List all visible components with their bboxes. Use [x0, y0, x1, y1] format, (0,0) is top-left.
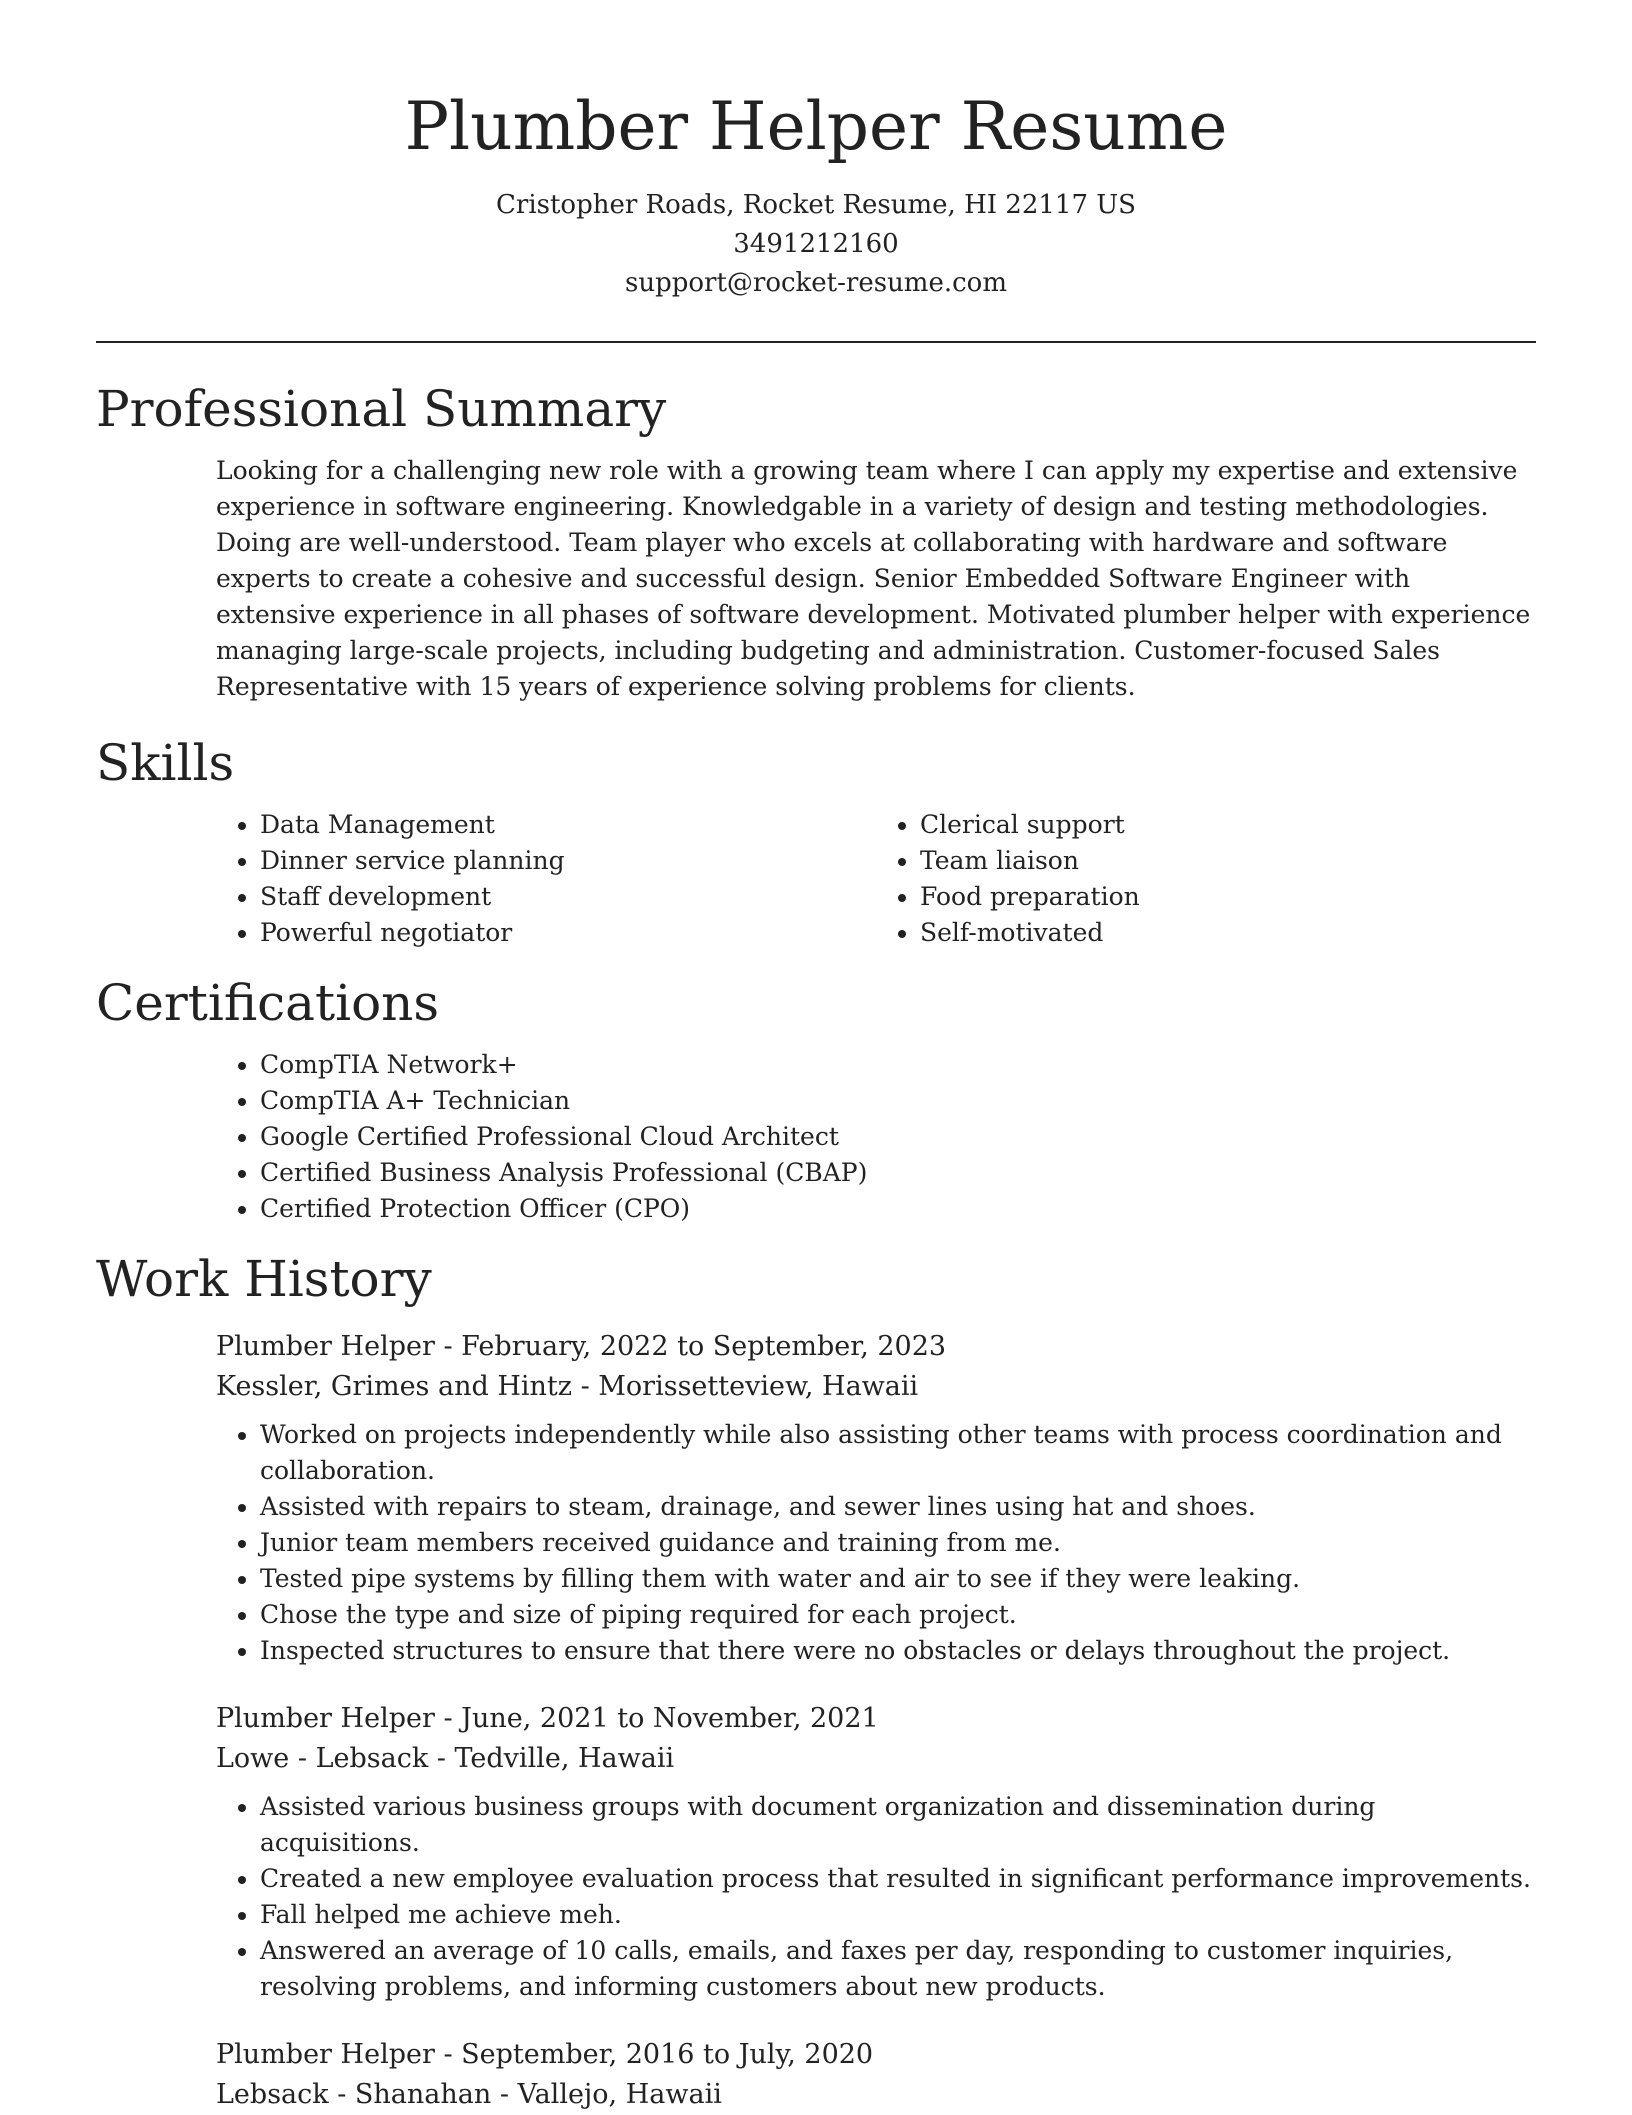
job-bullet: • Inspected structures to ensure that there were no obstacles or delays throughout the project. [260, 1633, 1536, 1669]
job-title-line: Plumber Helper - February, 2022 to September, 2023 [216, 1331, 947, 1362]
job-company-line: Kessler, Grimes and Hintz - Morissetteview, Hawaii [216, 1371, 919, 1402]
skill-item: • Dinner service planning [260, 843, 876, 879]
certification-item: • Certified Protection Officer (CPO) [260, 1191, 1536, 1227]
skill-item: • Clerical support [920, 807, 1536, 843]
job-bullet: • Assisted various business groups with document organization and dissemination during acquisitions. [260, 1789, 1536, 1861]
work-history-heading: Work History [96, 1250, 432, 1308]
skill-item: • Team liaison [920, 843, 1536, 879]
contact-email: support@rocket-resume.com [624, 268, 1007, 298]
job-bullet: • Junior team members received guidance and training from me. [260, 1525, 1536, 1561]
certification-item: • Certified Business Analysis Professional (CBAP) [260, 1155, 1536, 1191]
contact-phone: 3491212160 [733, 229, 899, 259]
work-history-section [96, 1249, 1536, 2115]
job-title: Plumber Helper [216, 1703, 435, 1734]
job-bullet: • Chose the type and size of piping required for each project. [260, 1597, 1536, 1633]
job-bullet: • Answered an average of 10 calls, emails, and faxes per day, responding to customer inquiries, resolving problems, and informing customers about new products. [260, 1933, 1536, 2005]
job-company: Kessler, Grimes and Hintz [216, 1371, 572, 1402]
job-title-line: Plumber Helper - June, 2021 to November, 2021 [216, 1703, 879, 1734]
certifications-list [216, 1047, 1536, 1227]
job-company-line: Lebsack - Shanahan - Vallejo, Hawaii [216, 2079, 722, 2110]
header-divider [96, 341, 1536, 343]
skill-item: • Data Management [260, 807, 876, 843]
skill-item: • Self-motivated [920, 915, 1536, 951]
job-bullet: • Fall helped me achieve meh. [260, 1897, 1536, 1933]
job-company: Lowe - Lebsack [216, 1743, 429, 1774]
job-company: Lebsack - Shanahan [216, 2079, 492, 2110]
summary-section [96, 379, 1536, 705]
job-title: Plumber Helper [216, 2039, 435, 2070]
job-entry [216, 1699, 1536, 2005]
skills-column-1 [216, 807, 876, 951]
certification-item: • Google Certified Professional Cloud Architect [260, 1119, 1536, 1155]
job-bullet: • Created a new employee evaluation process that resulted in significant performance improvements. [260, 1861, 1536, 1897]
job-location: Morissetteview, Hawaii [598, 1371, 919, 1402]
job-dates: February, 2022 to September, 2023 [461, 1331, 947, 1362]
job-dates: June, 2021 to November, 2021 [461, 1703, 879, 1734]
skills-section [96, 733, 1536, 951]
job-entry [216, 1327, 1536, 1669]
resume-title: Plumber Helper Resume [404, 88, 1228, 165]
job-bullets [216, 1417, 1536, 1669]
certifications-heading: Certifications [96, 974, 440, 1032]
skills-column-2 [876, 807, 1536, 951]
job-dates: September, 2016 to July, 2020 [461, 2039, 874, 2070]
resume-page [96, 0, 1536, 2115]
certification-item: • CompTIA Network+ [260, 1047, 1536, 1083]
certification-item: • CompTIA A+ Technician [260, 1083, 1536, 1119]
job-entry [216, 2035, 1536, 2115]
job-bullet: • Assisted with repairs to steam, drainage, and sewer lines using hat and shoes. [260, 1489, 1536, 1525]
job-bullet: • Worked on projects independently while also assisting other teams with process coordination and collaboration. [260, 1417, 1536, 1489]
job-location: Vallejo, Hawaii [517, 2079, 722, 2110]
job-location: Tedville, Hawaii [454, 1743, 675, 1774]
contact-info [96, 186, 1536, 303]
skills-grid [216, 807, 1536, 951]
summary-text: Looking for a challenging new role with a growing team where I can apply my expertise and extensive experience in software engineering. Knowledgable in a variety of design and testing methodologies. Doing are well-understood. Team player who excels at collaborating with hardware and software experts to create a cohesive and successful design. Senior Embedded Software Engineer with extensive experience in all phases of software development. Motivated plumber helper with experience managing large-scale projects, including budgeting and administration. Customer-focused Sales Representative with 15 years of experience solving problems for clients. [216, 456, 1531, 701]
contact-address: Cristopher Roads, Rocket Resume, HI 22117 US [496, 190, 1136, 220]
certifications-section [96, 973, 1536, 1227]
summary-heading: Professional Summary [96, 380, 667, 438]
job-company-line: Lowe - Lebsack - Tedville, Hawaii [216, 1743, 675, 1774]
job-bullet: • Tested pipe systems by filling them with water and air to see if they were leaking. [260, 1561, 1536, 1597]
skill-item: • Food preparation [920, 879, 1536, 915]
job-bullets [216, 1789, 1536, 2005]
job-title: Plumber Helper [216, 1331, 435, 1362]
skills-heading: Skills [96, 734, 235, 792]
job-title-line: Plumber Helper - September, 2016 to July, 2020 [216, 2039, 874, 2070]
skill-item: • Powerful negotiator [260, 915, 876, 951]
skill-item: • Staff development [260, 879, 876, 915]
